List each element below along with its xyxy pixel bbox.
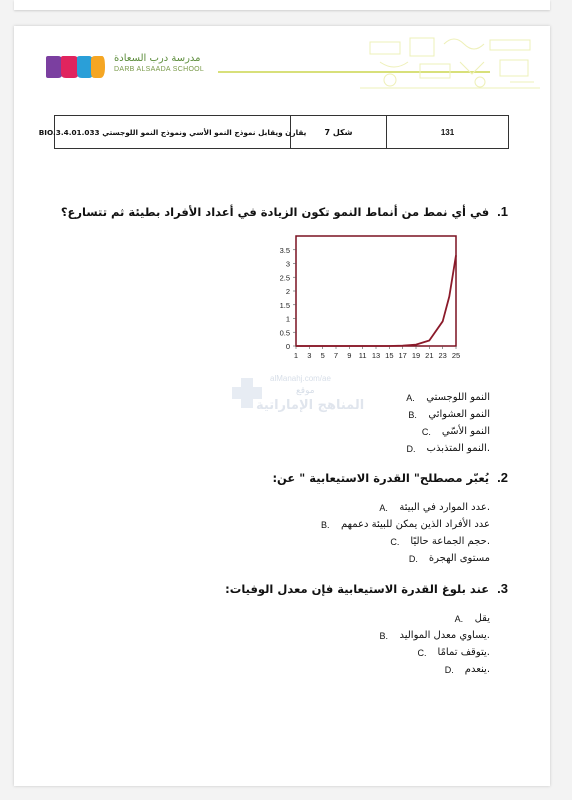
y-tick-label: 3: [285, 259, 290, 269]
option-text: النمو اللوجستي: [426, 392, 490, 403]
question-text: في أي نمط من أنماط النمو تكون الزيادة في أعداد الأفراد بطيئة ثم تتسارع؟: [60, 205, 490, 219]
q1-option-b[interactable]: [408, 409, 490, 420]
q1-option-c[interactable]: [422, 426, 490, 437]
q3-option-a[interactable]: [455, 613, 490, 624]
x-tick-label: 21: [425, 351, 434, 360]
q3-option-b[interactable]: [379, 630, 490, 641]
y-tick-label: 1.5: [279, 300, 290, 310]
option-letter: A.: [454, 613, 464, 624]
plot-area-frame: [296, 236, 456, 346]
x-tick-label: 19: [411, 351, 421, 360]
watermark-url: alManahj.com/ae: [270, 374, 331, 383]
option-letter: C.: [421, 426, 431, 437]
q3-option-c[interactable]: [418, 647, 490, 658]
y-tick-label: 1: [285, 314, 290, 324]
option-text: .عدد الموارد في البيئة: [399, 502, 490, 513]
option-text: .حجم الجماعة حاليًا: [410, 536, 490, 547]
option-letter: A.: [406, 392, 415, 403]
y-tick-label: 2.5: [279, 273, 290, 283]
question-number: 1.: [497, 204, 508, 219]
option-text: النمو العشوائي: [428, 409, 490, 420]
option-text: .يتوقف تمامًا: [437, 647, 490, 658]
previous-page-edge: [14, 0, 550, 10]
question-2: [272, 470, 508, 485]
school-name-arabic: مدرسة درب السعادة: [114, 53, 201, 64]
option-text: .يساوي معدل المواليد: [399, 630, 490, 641]
x-tick-label: 25: [451, 351, 460, 360]
school-name-english: DARB ALSAADA SCHOOL: [114, 66, 205, 73]
y-tick-label: 2: [285, 287, 290, 296]
x-tick-label: 13: [371, 351, 381, 360]
x-tick-label: 23: [438, 351, 447, 360]
option-letter: B.: [408, 409, 417, 420]
question-text: يُعبّر مصطلح" القدرة الاستيعابية " عن:: [272, 471, 490, 485]
option-letter: D.: [406, 443, 416, 454]
q1-option-a[interactable]: [406, 392, 490, 403]
growth-curve-line: [296, 255, 456, 346]
option-text: النمو الأسّي: [441, 426, 490, 437]
growth-chart: [262, 232, 460, 366]
q1-option-d[interactable]: [407, 443, 490, 454]
option-letter: C.: [390, 536, 400, 547]
info-table: [38, 115, 509, 149]
option-letter: B.: [321, 519, 330, 530]
x-tick-label: 1: [293, 351, 299, 360]
option-text: .النمو المتذبذب: [426, 443, 490, 454]
watermark-line-1: موقع: [296, 386, 315, 396]
question-number: 3.: [497, 581, 508, 596]
option-text: يقل: [474, 613, 490, 624]
y-tick-label: 3.5: [279, 245, 290, 255]
option-text: مستوى الهجرة: [428, 553, 490, 564]
standard-cell: BIO.3.4.01.033 يقارن ويقابل نموذج النمو الأسي ونموذج النمو اللوجستي: [55, 116, 291, 148]
school-logo: [44, 54, 106, 80]
x-tick-label: 11: [358, 351, 367, 360]
y-tick-label: 0.5: [279, 328, 290, 338]
option-letter: D.: [408, 553, 418, 564]
q2-option-a[interactable]: [379, 502, 490, 513]
option-letter: D.: [444, 664, 454, 675]
x-tick-label: 17: [398, 351, 407, 360]
figure-cell: شكل 7: [291, 116, 387, 148]
watermark: [226, 372, 366, 432]
school-name: [114, 53, 204, 73]
question-number: 2.: [497, 470, 508, 485]
question-text: عند بلوغ القدرة الاستيعابية فإن معدل الوفيات:: [225, 582, 490, 596]
question-1: [61, 204, 508, 219]
q3-option-d[interactable]: [445, 664, 490, 675]
q2-option-d[interactable]: [409, 553, 490, 564]
page-number-cell: 131: [440, 127, 455, 137]
y-tick-label: 0: [285, 342, 290, 351]
question-3: [225, 581, 508, 596]
option-text: .ينعدم: [464, 664, 490, 675]
x-tick-label: 15: [385, 351, 394, 360]
worksheet-page: [14, 26, 550, 786]
option-letter: C.: [417, 647, 427, 658]
option-text: عدد الأفراد الذين يمكن للبيئة دعمهم: [341, 519, 490, 530]
x-tick-label: 3: [307, 351, 312, 360]
watermark-line-2: المناهج الإماراتية: [256, 398, 365, 413]
header-decoration: [360, 32, 550, 92]
q2-option-c[interactable]: [390, 536, 490, 547]
option-letter: B.: [379, 630, 388, 641]
option-letter: A.: [379, 502, 388, 513]
x-tick-label: 7: [333, 351, 339, 360]
q2-option-b[interactable]: [321, 519, 490, 530]
x-tick-label: 5: [320, 351, 325, 360]
x-tick-label: 9: [347, 351, 352, 360]
